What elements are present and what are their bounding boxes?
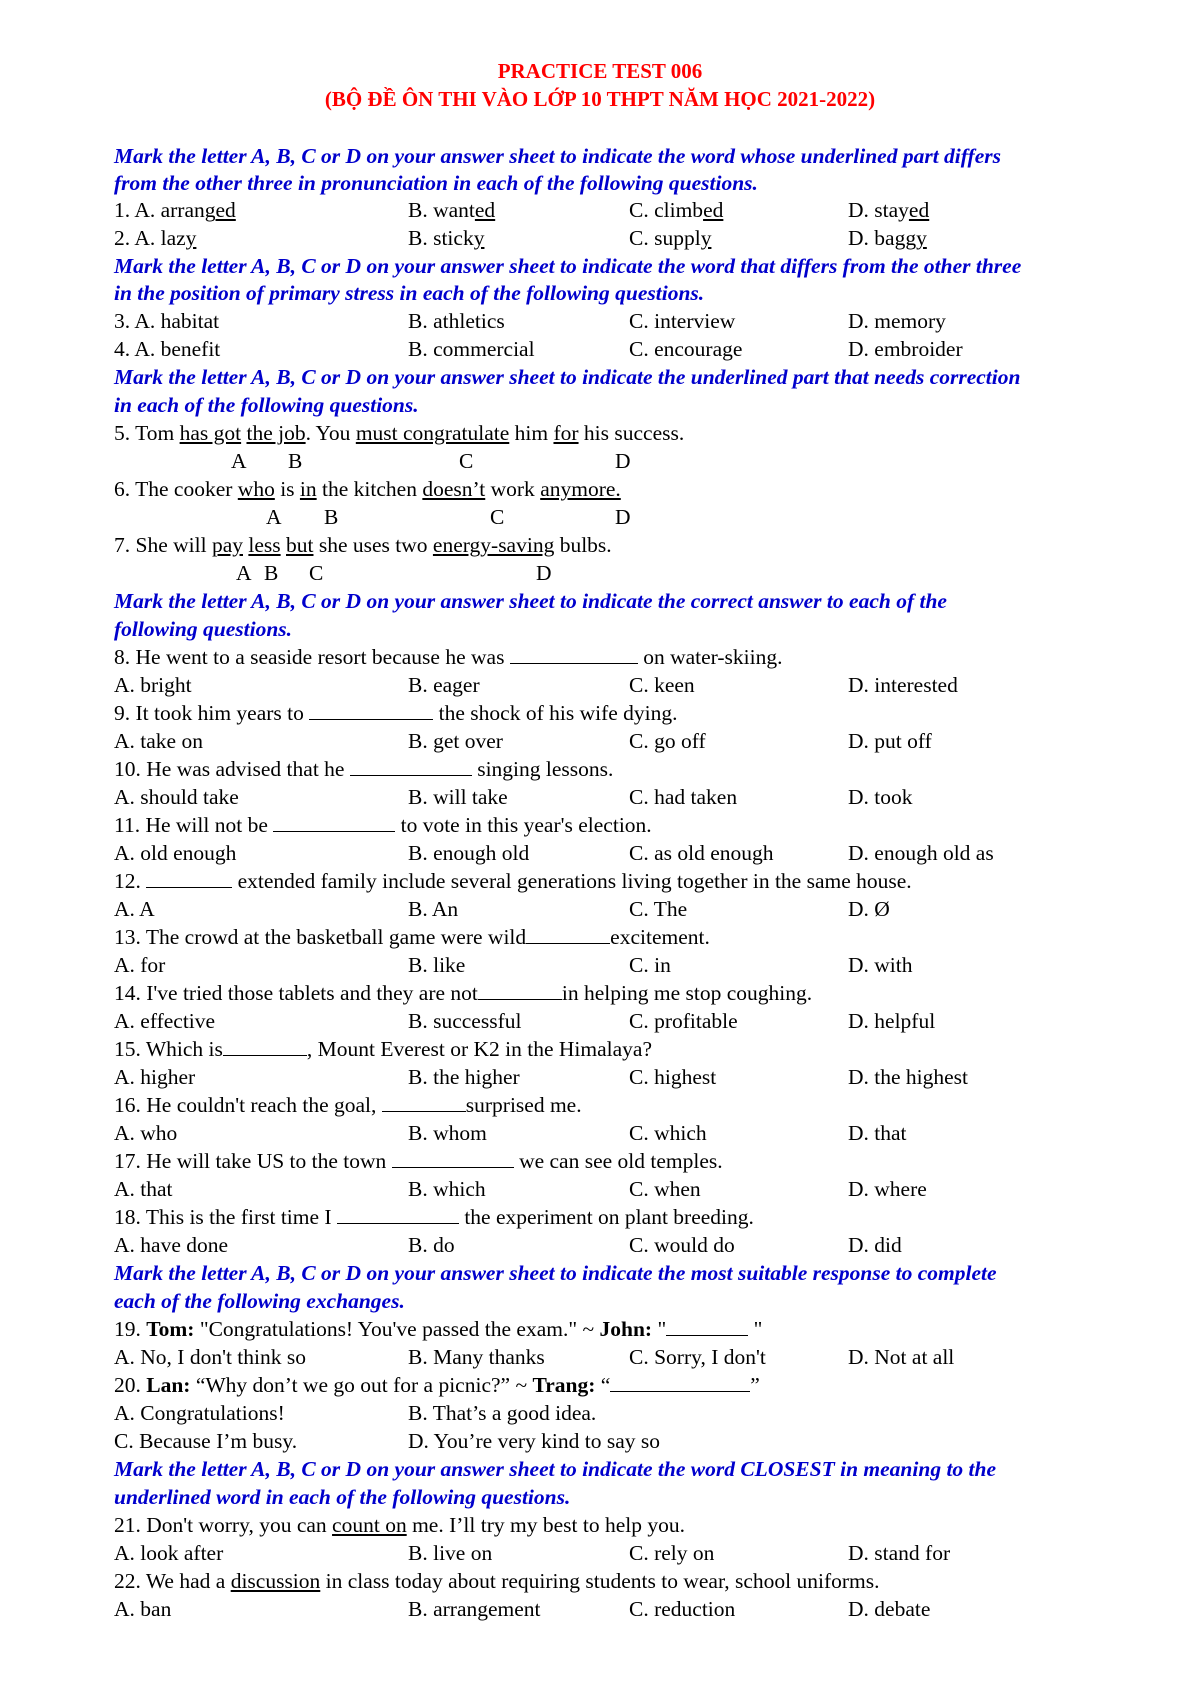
question-17: 17. He will take US to the town we can see old temples.: [114, 1149, 723, 1173]
question-19: 19. Tom: "Congratulations! You've passed the exam." ~ John: " ": [114, 1317, 763, 1341]
question-14: 14. I've tried those tablets and they are not in helping me stop coughing.: [114, 981, 813, 1005]
instruction-response-line2: each of the following exchanges.: [114, 1289, 405, 1313]
question-11: 11. He will not be to vote in this year's election.: [114, 813, 652, 837]
instruction-error-line1: Mark the letter A, B, C or D on your answer sheet to indicate the underlined part that needs correction: [114, 365, 1021, 389]
question-9: 9. It took him years to the shock of his wife dying.: [114, 701, 678, 725]
question-21: 21. Don't worry, you can count on me. I’ll try my best to help you.: [114, 1513, 685, 1537]
instruction-pronunciation-line1: Mark the letter A, B, C or D on your answer sheet to indicate the word whose underlined part differs: [114, 144, 1001, 168]
question-16: 16. He couldn't reach the goal, surprised me.: [114, 1093, 582, 1117]
question-5-letters: A B C D: [231, 449, 631, 473]
instruction-stress-line2: in the position of primary stress in each of the following questions.: [114, 281, 705, 305]
question-12: 12. extended family include several generations living together in the same house.: [114, 869, 912, 893]
question-7-letters: A B C D: [236, 561, 552, 585]
question-10: 10. He was advised that he singing lessons.: [114, 757, 614, 781]
instruction-pronunciation-line2: from the other three in pronunciation in each of the following questions.: [114, 171, 758, 195]
question-6-letters: A B C D: [266, 505, 631, 529]
question-15: 15. Which is , Mount Everest or K2 in the Himalaya?: [114, 1037, 652, 1061]
instruction-correct-line1: Mark the letter A, B, C or D on your answer sheet to indicate the correct answer to each of the: [114, 589, 947, 613]
question-20: 20. Lan: “Why don’t we go out for a picnic?” ~ Trang: “ ”: [114, 1373, 760, 1397]
instruction-error-line2: in each of the following questions.: [114, 393, 419, 417]
instruction-closest-line2: underlined word in each of the following questions.: [114, 1485, 571, 1509]
instruction-closest-line1: Mark the letter A, B, C or D on your answer sheet to indicate the word CLOSEST in meaning to the: [114, 1457, 997, 1481]
exam-page: PRACTICE TEST 006 (BỘ ĐỀ ÔN THI VÀO LỚP 10 THPT NĂM HỌC 2021-2022) Mark the letter A, B, C or D on your answer sheet to indicate the word whose underlined part differs from the other three in pronunciation in each of the following questions. 1. A. arranged B. wanted C. climbed D. stayed 2. A. lazy B. sticky C. supply D. baggy Mark the letter A, B, C or D on your answer sheet to indicate the word that differs from the other three in the position of primary stress in each of the following questions. 3. A. habitat B. athletics C. interview D. memory 4. A. benefit B. commercial C. encourage D. embroider Mark the letter A, B, C or D on your answer sheet to indicate the underlined part that needs correction in each of the following questions. 5. Tom has got the job. You must congratulate him for his success. A B C D 6. The cooker who is in the kitchen doesn’t work anymore. A B C D 7. She will pay less but she uses two energy-saving bulbs. A B C D Mark the letter A, B, C or D on your answer sheet to indicate the correct answer to each of the following questions. 8. He went to a seaside resort because he was on water-skiing. A. bright B. eager C. keen D. interested 9. It took him years to the shock of his wife dying. A. take on B. get over C. go off D. put off 10. He was advised that he singing lessons. A. should take B. will take C. had taken D. took 11. He will not be to vote in this year's election. A. old enough B. enough old C. as old enough D. enough old as 12. extended family include several generations living together in the same house. A. A B. An C. The D. Ø 13. The crowd at the basketball game were wild excitement. A. for B. like C. in D. with 14. I've tried those tablets and they are not in helping me stop coughing. A. effective B. successful C. profitable D. helpful 15. Which is , Mount Everest or K2 in the Himalaya? A. higher B. the higher C. highest D. the highest 16. He couldn't reach the goal, surprised me. A. who B. whom C. which D. that 17. He will take US to the town we can see old temples. A. that B. which C. when D. where 18. This is the first time I the experiment on plant breeding. A. have done B. do C. would do D. did Mark the letter A, B, C or D on your answer sheet to indicate the most suitable response to complete each of the following exchanges. 19. Tom: "Congratulations! You've passed the exam." ~ John: " " A. No, I don't think so B. Many thanks C. Sorry, I don't D. Not at all 20. Lan: “Why don’t we go out for a picnic?” ~ Trang: “ ” A. Congratulations! B. That’s a good idea. C. Because I’m busy. D. You’re very kind to say so Mark the letter A, B, C or D on your answer sheet to indicate the word CLOSEST in meaning to the underlined word in each of the following questions. 21. Don't worry, you can count on me. I’ll try my best to help you. A. look after B. live on C. rely on D. stand for 22. We had a discussion in class today about requiring students to wear, school uniforms. A. ban B. arrangement C. reduction D. debate: [0, 0, 1200, 1698]
instruction-correct-line2: following questions.: [114, 617, 293, 641]
page-title: PRACTICE TEST 006: [497, 59, 703, 83]
question-22: 22. We had a discussion in class today about requiring students to wear, school uniforms.: [114, 1569, 880, 1593]
instruction-response-line1: Mark the letter A, B, C or D on your answer sheet to indicate the most suitable response to complete: [114, 1261, 997, 1285]
question-13: 13. The crowd at the basketball game were wild excitement.: [114, 925, 710, 949]
page-subtitle: (BỘ ĐỀ ÔN THI VÀO LỚP 10 THPT NĂM HỌC 2021-2022): [324, 87, 876, 111]
question-8: 8. He went to a seaside resort because he was on water-skiing.: [114, 645, 783, 669]
question-18: 18. This is the first time I the experiment on plant breeding.: [114, 1205, 754, 1229]
instruction-stress-line1: Mark the letter A, B, C or D on your answer sheet to indicate the word that differs from the other three: [114, 254, 1022, 278]
